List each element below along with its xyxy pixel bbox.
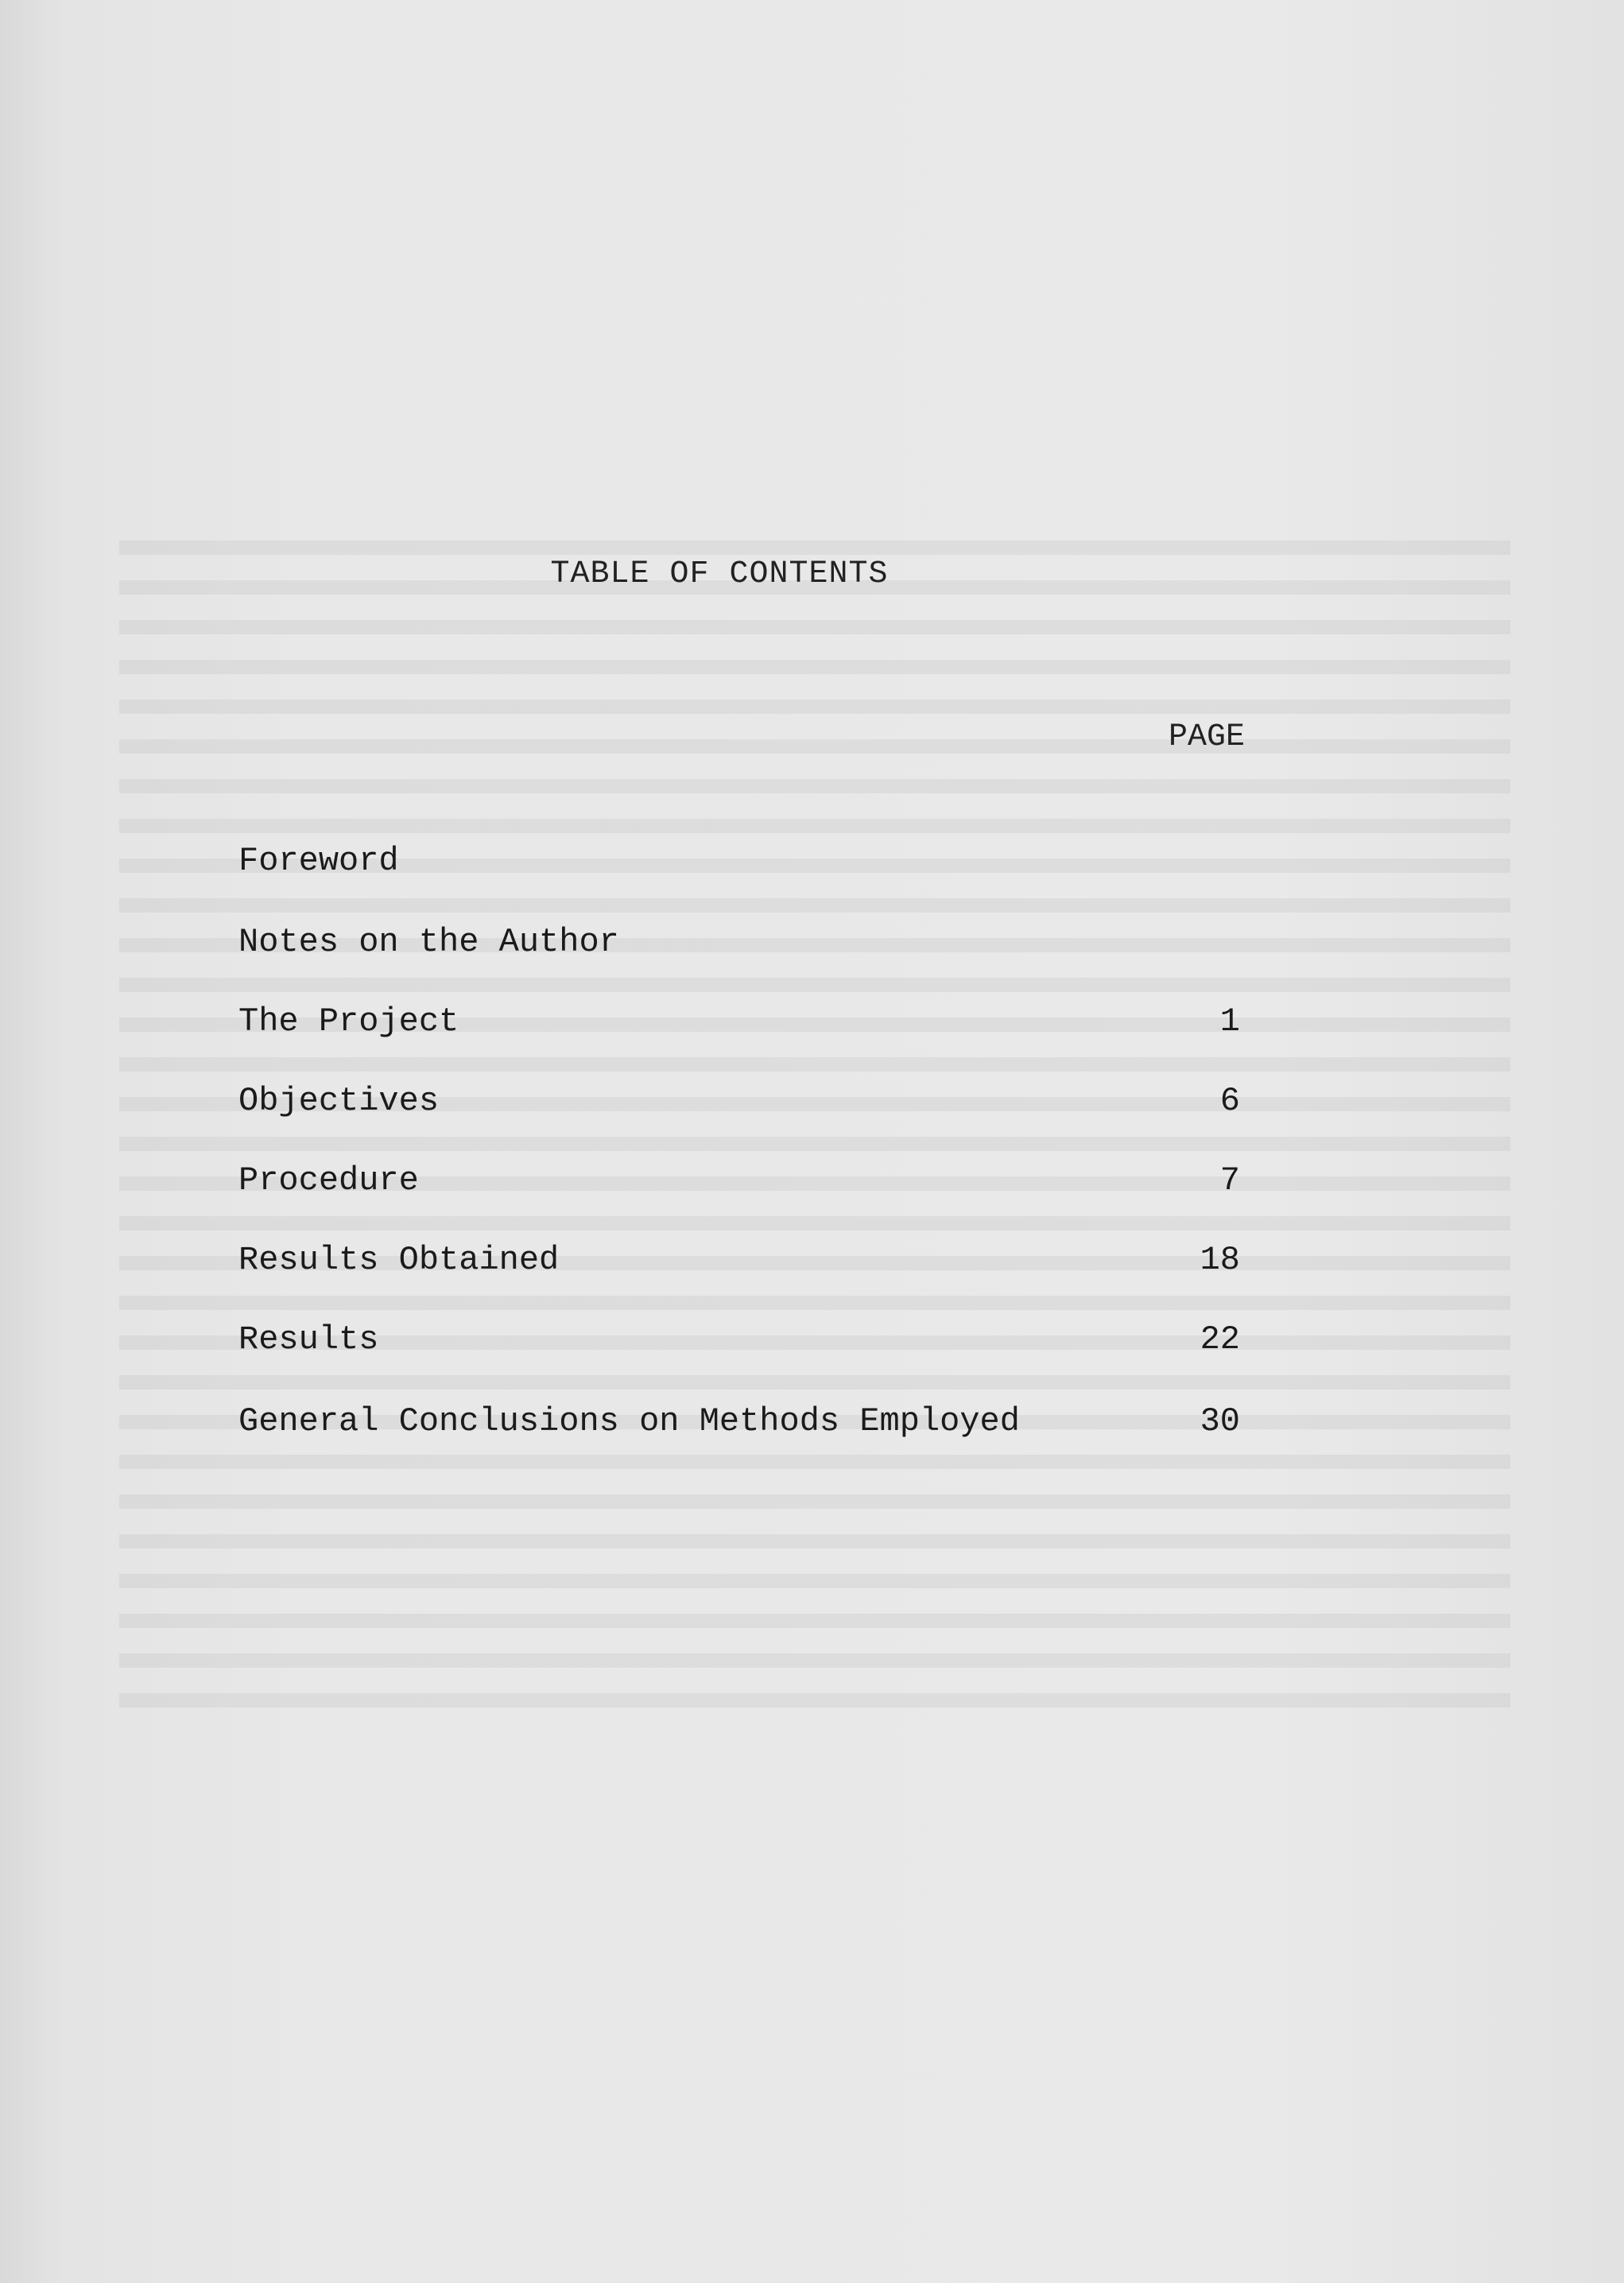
toc-entry-page: 18: [1200, 1241, 1240, 1279]
toc-entry: [238, 837, 1240, 885]
toc-entry-title: Results Obtained: [238, 1241, 560, 1279]
toc-entry: [238, 1316, 1240, 1363]
toc-entry-title: General Conclusions on Methods Employed: [238, 1402, 1020, 1440]
toc-entry-title: Notes on the Author: [238, 923, 619, 961]
toc-entry: [238, 1157, 1240, 1204]
toc-entry-page: 30: [1200, 1402, 1240, 1440]
toc-entry-title: Results: [238, 1320, 379, 1359]
toc-entry-page: 7: [1219, 1161, 1240, 1200]
toc-entry-title: Procedure: [238, 1161, 419, 1200]
toc-title: TABLE OF CONTENTS: [550, 556, 889, 592]
toc-entry: [238, 1397, 1240, 1445]
bleed-through-texture: [119, 541, 1510, 1733]
toc-entry-page: 1: [1219, 1002, 1240, 1041]
page-column-header: PAGE: [1169, 719, 1246, 755]
toc-entry: [238, 1236, 1240, 1284]
toc-entry-page: 22: [1200, 1320, 1240, 1359]
toc-entry: [238, 998, 1240, 1045]
toc-entry-title: Objectives: [238, 1082, 440, 1120]
toc-entry-page: 6: [1219, 1082, 1240, 1120]
toc-entry: [238, 1077, 1240, 1125]
toc-entry-title: The Project: [238, 1002, 459, 1041]
toc-entry: [238, 918, 1240, 966]
toc-entry-title: Foreword: [238, 842, 399, 880]
